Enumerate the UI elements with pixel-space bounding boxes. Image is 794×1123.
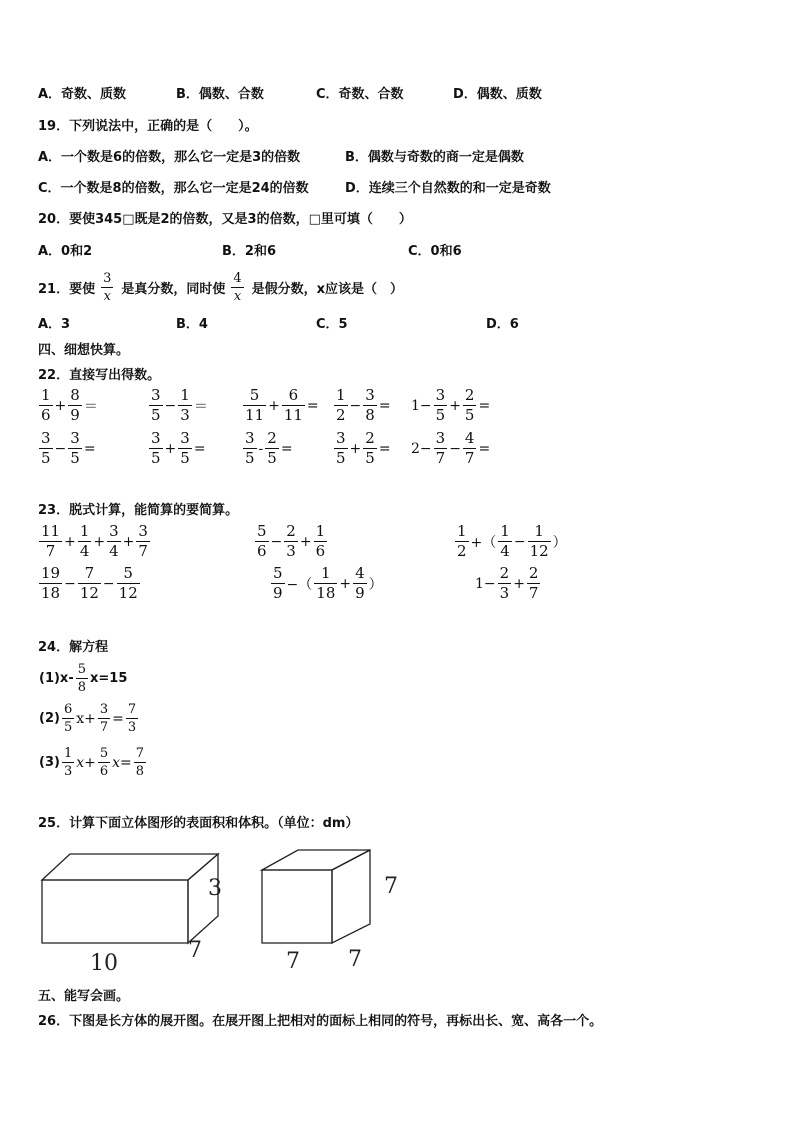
denominator: 7 (528, 584, 539, 602)
fraction (528, 524, 551, 559)
denominator: 9 (70, 406, 80, 424)
numerator: 7 (78, 566, 101, 584)
numerator: 3 (151, 386, 161, 404)
denominator: 5 (41, 449, 51, 467)
q22-expression (410, 388, 491, 423)
operator: 1− (475, 575, 496, 592)
operator: + (164, 440, 177, 457)
denominator: 3 (499, 584, 510, 602)
numerator: 4 (233, 270, 242, 286)
operator: = (378, 397, 391, 414)
fraction (353, 566, 367, 601)
denominator: 3 (63, 764, 73, 779)
operator: + (64, 533, 76, 550)
fraction (314, 524, 328, 559)
denominator: 4 (500, 542, 510, 560)
operator: x+ (76, 710, 96, 727)
numerator: 3 (41, 429, 51, 447)
operator: − (164, 397, 177, 414)
numerator: 5 (99, 746, 109, 761)
operator: −（ (286, 576, 313, 593)
numerator: 6 (63, 702, 73, 717)
denominator: 5 (365, 449, 375, 467)
numerator: 1 (315, 522, 326, 540)
denominator: 2 (336, 406, 346, 424)
q25-stem: 25．计算下面立体图形的表面积和体积。（单位：dm） (38, 816, 359, 831)
operator: − (64, 575, 76, 592)
q21-suffix: 是假分数，x应该是（ ） (251, 281, 404, 297)
denominator: 4 (109, 542, 119, 560)
operator: = (378, 440, 391, 457)
fraction (117, 566, 140, 601)
box-1-length-label: 10 (90, 951, 118, 975)
q18-option-d: D．偶数、质数 (453, 87, 542, 102)
operator: 2− (411, 440, 432, 457)
q19-option-b: B．偶数与奇数的商一定是偶数 (345, 150, 524, 165)
q21-option-b: B．4 (176, 317, 208, 332)
denominator: 18 (316, 584, 336, 602)
operator: = (280, 440, 293, 457)
q18-option-b: B．偶数、合数 (176, 87, 264, 102)
fraction (265, 431, 279, 466)
operator: = (193, 440, 206, 457)
fraction (284, 524, 298, 559)
numerator: 7 (127, 702, 137, 717)
box-2 (262, 850, 370, 943)
fraction (107, 524, 121, 559)
fraction (98, 703, 110, 734)
q21-fraction-2 (231, 272, 243, 303)
q26-stem: 26．下图是长方体的展开图。在展开图上把相对的面标上相同的符号，再标出长、宽、高各一个。 (38, 1014, 603, 1029)
fraction (243, 388, 266, 423)
q20-stem: 20．要使345□既是2的倍数，又是3的倍数，□里可填（ ） (38, 212, 412, 227)
fraction (434, 431, 448, 466)
denominator: x (103, 288, 111, 304)
q21-option-d: D．6 (486, 317, 519, 332)
operator: − (54, 440, 67, 457)
operator: − (449, 440, 461, 457)
fraction (134, 747, 146, 778)
fraction (68, 431, 82, 466)
numerator: 1 (79, 522, 90, 540)
operator: x= (112, 754, 132, 771)
denominator: 7 (464, 449, 475, 467)
box-1-width-label: 7 (188, 938, 202, 963)
q24-stem: 24．解方程 (38, 640, 109, 655)
numerator: 2 (267, 429, 277, 447)
numerator: 1 (63, 746, 73, 761)
q23-expression-2 (254, 524, 328, 559)
numerator: 2 (464, 386, 475, 404)
fraction (463, 431, 477, 466)
fraction (39, 566, 62, 601)
denominator: 3 (180, 406, 190, 424)
box-2-height-label: 7 (384, 874, 398, 899)
q23-stem: 23．脱式计算，能简算的要简算。 (38, 503, 239, 518)
q20-option-c: C．0和6 (408, 244, 462, 259)
fraction (334, 431, 348, 466)
numerator: 4 (464, 429, 475, 447)
fraction (363, 388, 377, 423)
denominator: 11 (283, 406, 303, 424)
q22-expression (242, 388, 320, 423)
denominator: 6 (257, 542, 267, 560)
q18-option-c: C．奇数、合数 (316, 87, 404, 102)
q22-expression (242, 431, 294, 466)
fraction (314, 566, 337, 601)
q23-expression-3 (454, 524, 568, 559)
q19-option-c: C．一个数是8的倍数，那么它一定是24的倍数 (38, 181, 309, 196)
denominator: 6 (41, 406, 51, 424)
numerator: 8 (70, 386, 80, 404)
denominator: x (233, 288, 242, 304)
fraction (463, 388, 477, 423)
q22-expression (333, 431, 392, 466)
numerator: 3 (365, 386, 375, 404)
denominator: 6 (99, 764, 109, 779)
denominator: 3 (127, 720, 137, 735)
box-1-height-label: 3 (208, 876, 222, 901)
q20-option-a: A．0和2 (38, 244, 93, 259)
q22-expression (410, 431, 491, 466)
fraction (39, 388, 53, 423)
q22-stem: 22．直接写出得数。 (38, 368, 161, 383)
q23-expression-4 (38, 566, 141, 601)
numerator: 11 (41, 522, 61, 540)
fraction (68, 388, 82, 423)
numerator: 7 (135, 746, 145, 761)
operator: + (54, 397, 67, 414)
operator: ＝ (193, 398, 208, 415)
q21-prefix: 21．要使 (38, 281, 96, 297)
denominator: 8 (365, 406, 375, 424)
numerator: 1 (180, 386, 190, 404)
operator: = (112, 710, 124, 727)
box-2-width-label: 7 (348, 947, 362, 972)
operator: − (349, 397, 362, 414)
fraction (76, 663, 88, 694)
q24-equation-1 (38, 663, 128, 694)
denominator: 5 (245, 449, 255, 467)
operator: ） (368, 576, 383, 593)
denominator: 5 (63, 720, 73, 735)
numerator: 5 (243, 388, 266, 406)
operator: - (258, 440, 264, 457)
numerator: 1 (41, 386, 51, 404)
q22-expression (148, 431, 207, 466)
operator: ＝ (83, 398, 98, 415)
q21-mid: 是真分数，同时使 (121, 281, 226, 297)
denominator: 8 (77, 680, 86, 695)
rest: x=15 (90, 671, 128, 686)
numerator: 5 (77, 662, 86, 677)
label: (1)x- (39, 671, 74, 686)
operator: + (339, 575, 352, 592)
numerator: 1 (336, 386, 346, 404)
numerator: 5 (117, 566, 140, 584)
q23-expression-1 (38, 524, 151, 559)
denominator: 9 (273, 584, 283, 602)
numerator: 2 (499, 564, 510, 582)
fraction (126, 703, 138, 734)
q25-figures (30, 840, 430, 975)
denominator: 6 (315, 542, 326, 560)
denominator: 12 (79, 584, 99, 602)
operator: + (349, 440, 362, 457)
box-1-front-face (42, 880, 188, 943)
numerator: 3 (99, 702, 109, 717)
numerator: 1 (500, 522, 510, 540)
denominator: 12 (529, 542, 549, 560)
operator: = (478, 440, 491, 457)
fraction (455, 524, 469, 559)
q24-equation-3 (38, 747, 147, 778)
numerator: 19 (41, 564, 61, 582)
numerator: 3 (138, 522, 148, 540)
denominator: 18 (41, 584, 61, 602)
section4-title: 四、细想快算。 (38, 343, 130, 358)
fraction (62, 747, 74, 778)
q20-option-b: B．2和6 (222, 244, 276, 259)
denominator: 9 (355, 584, 365, 602)
q21-fraction-1 (101, 272, 113, 303)
denominator: 5 (70, 449, 80, 467)
denominator: 7 (138, 542, 148, 560)
numerator: 2 (528, 564, 539, 582)
box-2-front-face (262, 870, 332, 943)
operator: + (122, 533, 135, 550)
denominator: 5 (336, 449, 346, 467)
fraction (255, 524, 269, 559)
operator: − (102, 575, 115, 592)
denominator: 5 (151, 449, 161, 467)
operator: x+ (76, 754, 96, 771)
numerator: 3 (70, 429, 80, 447)
fraction (78, 524, 92, 559)
denominator: 5 (464, 406, 475, 424)
fraction (98, 747, 110, 778)
numerator: 2 (365, 429, 375, 447)
fraction (178, 388, 192, 423)
operator: + (513, 575, 525, 592)
numerator: 3 (180, 429, 190, 447)
operator: + (299, 533, 312, 550)
fraction (39, 431, 53, 466)
operator: = (83, 440, 96, 457)
q21-stem (38, 272, 403, 302)
fraction (434, 388, 448, 423)
denominator: 5 (267, 449, 277, 467)
numerator: 3 (435, 429, 446, 447)
denominator: 11 (245, 406, 265, 424)
fraction (149, 431, 163, 466)
numerator: 2 (286, 522, 296, 540)
fraction (498, 524, 512, 559)
q24-equation-2 (38, 703, 139, 734)
label: (3) (39, 755, 60, 770)
fraction (271, 566, 285, 601)
operator: + (268, 397, 280, 414)
numerator: 6 (282, 388, 305, 406)
box-2-side-face (332, 850, 370, 943)
operator: + (449, 397, 461, 414)
numerator: 1 (314, 566, 337, 584)
denominator: 8 (135, 764, 145, 779)
denominator: 7 (435, 449, 446, 467)
q22-expression (38, 388, 99, 423)
operator: = (306, 397, 319, 414)
numerator: 4 (355, 564, 365, 582)
fraction (78, 566, 101, 601)
operator: − (513, 533, 526, 550)
numerator: 1 (528, 524, 551, 542)
fraction (498, 566, 512, 601)
denominator: 12 (118, 584, 138, 602)
fraction (39, 524, 62, 559)
box-1 (42, 854, 218, 943)
section5-title: 五、能写会画。 (38, 989, 130, 1004)
q19-stem: 19．下列说法中，正确的是（ ）。 (38, 119, 258, 134)
q21-option-a: A．3 (38, 317, 71, 332)
denominator: 2 (457, 542, 467, 560)
fraction (243, 431, 257, 466)
denominator: 4 (79, 542, 90, 560)
denominator: 5 (180, 449, 190, 467)
numerator: 3 (435, 386, 446, 404)
numerator: 5 (273, 564, 283, 582)
q22-expression (38, 431, 97, 466)
operator: = (478, 397, 491, 414)
box-2-length-label: 7 (286, 949, 300, 974)
numerator: 3 (151, 429, 161, 447)
fraction (527, 566, 541, 601)
fraction (62, 703, 74, 734)
operator: 1− (411, 397, 432, 414)
fraction (149, 388, 163, 423)
q21-option-c: C．5 (316, 317, 348, 332)
fraction (136, 524, 150, 559)
fraction (363, 431, 377, 466)
denominator: 7 (99, 720, 109, 735)
numerator: 3 (245, 429, 255, 447)
q19-option-a: A．一个数是6的倍数，那么它一定是3的倍数 (38, 150, 301, 165)
operator: + (93, 533, 106, 550)
fraction (334, 388, 348, 423)
q22-expression (148, 388, 209, 423)
denominator: 7 (45, 542, 56, 560)
operator: − (270, 533, 283, 550)
q23-expression-5 (270, 566, 384, 601)
denominator: 5 (435, 406, 446, 424)
q19-option-d: D．连续三个自然数的和一定是奇数 (345, 181, 551, 196)
q23-expression-6 (474, 566, 541, 601)
operator: ） (552, 534, 567, 551)
box-2-top-face (262, 850, 370, 870)
q18-option-a: A．奇数、质数 (38, 87, 127, 102)
label: (2) (39, 711, 60, 726)
denominator: 3 (286, 542, 296, 560)
numerator: 1 (457, 522, 467, 540)
q22-expression (333, 388, 392, 423)
operator: +（ (470, 534, 497, 551)
numerator: 3 (336, 429, 346, 447)
numerator: 3 (109, 522, 119, 540)
denominator: 5 (151, 406, 161, 424)
numerator: 3 (103, 270, 112, 286)
fraction (178, 431, 192, 466)
numerator: 5 (257, 522, 267, 540)
fraction (282, 388, 305, 423)
